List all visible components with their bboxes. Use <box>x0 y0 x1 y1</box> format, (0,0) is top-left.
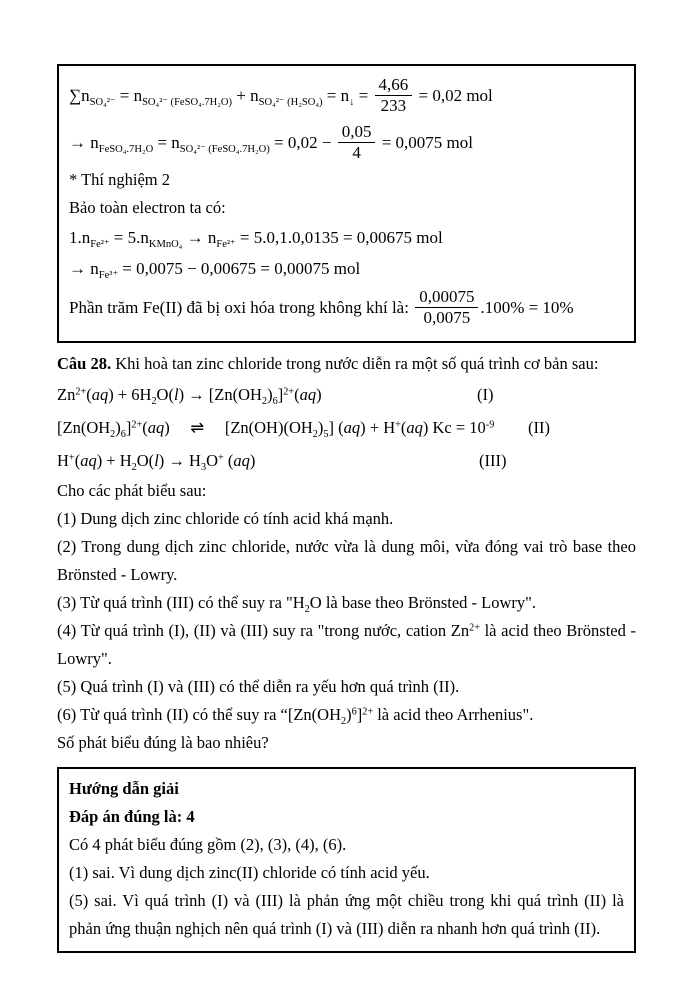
statement-3: (3) Từ quá trình (III) có thể suy ra "$H_2O$ là base theo Brönsted - Lowry". <box>57 593 537 616</box>
calc-line-fe3-mol: → $n_{Fe^{3+}} = 0,0075 - 0,00675 = 0,00075$ mol <box>69 259 361 282</box>
document-content <box>57 64 636 953</box>
statement-4: (4) Từ quá trình (I), (II) và (III) suy ra "trong nước, cation $Zn^{2+}$ là acid theo Brönsted - Lowry". <box>57 621 636 668</box>
solution-box <box>57 767 636 953</box>
equation-row-2 <box>57 411 636 444</box>
fraction: $\frac{4,66}{233}$ <box>375 75 413 116</box>
question-28-intro: Câu 28. Khi hoà tan zinc chloride trong nước diễn ra một số quá trình cơ bản sau: <box>57 354 599 373</box>
equation-formula-3: $H^+(aq) + H_2O(l) \to H_3O^+$ (aq) <box>57 451 256 474</box>
calc-line-sulfate-sum: $\sum n_{SO_4^{2-}} = n_{SO_4^{2-} (FeSO_4.7H_2O)} + n_{SO_4^{2-} (H_2SO_4)} = n_↓$ = $\frac{4,66}{233}$ = 0,02 mol <box>69 74 493 115</box>
solution-line-2: (1) sai. Vì dung dịch zinc(II) chloride có tính acid yếu. <box>69 863 430 882</box>
question-final: Số phát biểu đúng là bao nhiêu? <box>57 733 269 752</box>
equation-label-1: (I) <box>477 385 494 404</box>
calc-line-experiment-2: * Thí nghiệm 2 <box>69 170 170 189</box>
equation-formula-2: $[Zn(OH_2)_6]^{2+}(aq)$ ⇌ $[Zn(OH)(OH_2)_5] (aq) + H^+(aq) Kc = 10^{-9}$ <box>57 418 495 441</box>
statement-2: (2) Trong dung dịch zinc chloride, nước vừa là dung môi, vừa đóng vai trò base theo Brönsted - Lowry. <box>57 537 636 584</box>
solution-line-3: (5) sai. Vì quá trình (I) và (III) là phản ứng một chiều trong khi quá trình (II) là phản ứng thuận nghịch nên quá trình (I) và (III) diễn ra nhanh hơn quá trình (II). <box>69 891 624 938</box>
statements-intro: Cho các phát biểu sau: <box>57 481 207 500</box>
equation-label-2: (II) <box>528 418 550 437</box>
fraction: $\frac{0,00075}{0,0075}$ <box>415 287 478 328</box>
equation-label-3: (III) <box>479 451 507 470</box>
fraction: $\frac{0,05}{4}$ <box>338 122 376 163</box>
calc-line-fe2-mol: $1.n_{Fe^{2+}} = 5.n_{KMnO_4} \to n_{Fe^{2+}} = 5.0,1.0,0135 = 0,00675$ mol <box>69 228 443 251</box>
statement-1: (1) Dung dịch zinc chloride có tính acid khá mạnh. <box>57 509 394 528</box>
equation-row-1 <box>57 378 636 411</box>
calc-line-percent-oxidized: Phần trăm Fe(II) đã bị oxi hóa trong không khí là: $\frac{0,00075}{0,0075}$ .100% = 10% <box>69 286 574 327</box>
calc-line-feso4-mol: → $n_{FeSO_4.7H_2O} = n_{SO_4^{2-} (FeSO_4.7H_2O)} = 0,02$ − $\frac{0,05}{4}$ = 0,0075 mol <box>69 121 473 162</box>
experiment-calc-box <box>57 64 636 343</box>
statement-5: (5) Quá trình (I) và (III) có thể diễn ra yếu hơn quá trình (II). <box>57 677 460 696</box>
equation-row-3 <box>57 444 636 477</box>
solution-answer: Đáp án đúng là: 4 <box>69 807 195 826</box>
calc-line-electron-balance: Bảo toàn electron ta có: <box>69 198 226 217</box>
solution-line-1: Có 4 phát biểu đúng gồm (2), (3), (4), (6). <box>69 835 347 854</box>
statement-6: (6) Từ quá trình (II) có thể suy ra “$[Zn(OH_2)^6]^{2+}$ là acid theo Arrhenius". <box>57 705 534 728</box>
solution-title: Hướng dẫn giải <box>69 779 179 798</box>
equation-formula-1: $Zn^{2+}(aq) + 6H_2O(l) \to [Zn(OH_2)_6]^{2+}(aq)$ <box>57 385 322 408</box>
